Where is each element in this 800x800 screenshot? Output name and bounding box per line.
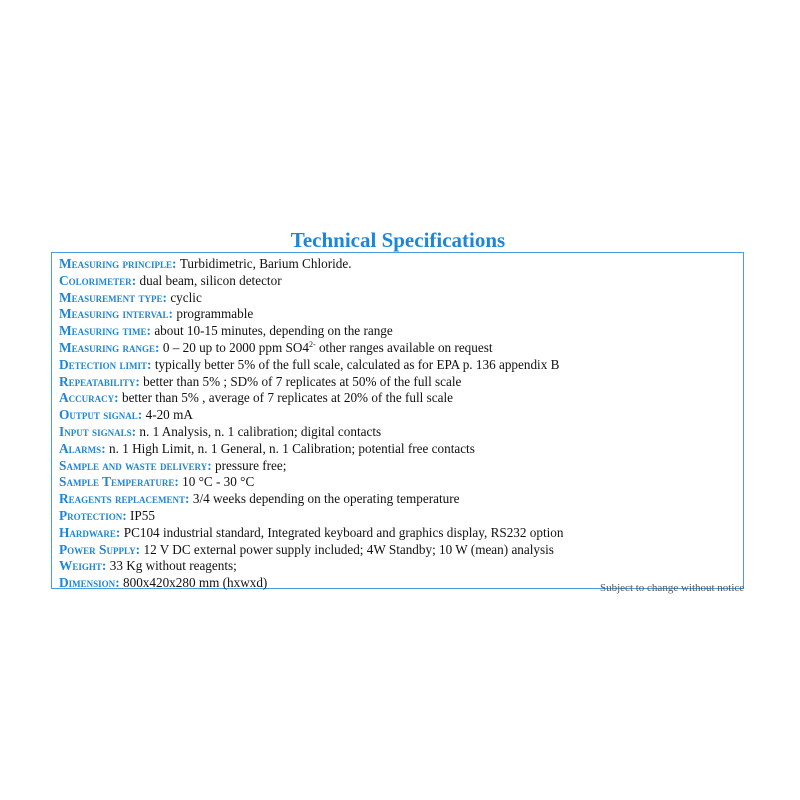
spec-value-tail: other ranges available on request	[315, 339, 493, 355]
spec-separator: :	[146, 323, 155, 339]
spec-value: 10 °C - 30 °C	[182, 474, 255, 490]
spec-row	[59, 441, 743, 458]
spec-separator: :	[162, 289, 171, 305]
spec-row	[59, 340, 743, 357]
spec-value: programmable	[176, 306, 254, 322]
spec-separator: :	[101, 440, 109, 456]
footnote-text: Subject to change without notice	[600, 582, 745, 594]
spec-value: 4-20 mA	[145, 407, 193, 423]
spec-label: Dimension	[59, 575, 116, 591]
spec-label: Power Supply	[59, 541, 136, 557]
spec-separator: :	[131, 423, 140, 439]
spec-row	[59, 256, 743, 273]
spec-value: better than 5% , average of 7 replicates at 20% of the full scale	[121, 390, 453, 406]
spec-label: Accuracy	[59, 390, 115, 406]
spec-row	[59, 390, 743, 407]
superscript: 2-	[308, 339, 316, 349]
spec-label: Input signals	[59, 423, 132, 439]
spec-value: IP55	[130, 507, 155, 523]
spec-separator: :	[137, 407, 146, 423]
spec-row	[59, 508, 743, 525]
spec-label: Hardware	[59, 524, 116, 540]
spec-value: n. 1 Analysis, n. 1 calibration; digital contacts	[139, 423, 382, 439]
spec-value: typically better 5% of the full scale, calculated as for EPA p. 136 appendix B	[154, 356, 560, 372]
spec-separator: :	[155, 339, 163, 355]
spec-label: Sample Temperature	[59, 474, 175, 490]
spec-separator: :	[114, 390, 122, 406]
spec-separator: :	[122, 507, 131, 523]
spec-separator: :	[101, 558, 110, 574]
spec-separator: :	[207, 457, 216, 473]
spec-label: Alarms	[59, 440, 102, 456]
spec-value-main: 0 – 20 up to 2000 ppm SO4	[162, 339, 309, 355]
spec-label: Measuring principle	[59, 256, 173, 271]
spec-separator: :	[174, 474, 183, 490]
spec-label: Detection limit	[59, 356, 148, 372]
spec-table	[51, 252, 744, 589]
spec-row	[59, 424, 743, 441]
spec-label: Sample and waste delivery	[59, 457, 208, 473]
spec-value	[163, 340, 493, 355]
spec-value: n. 1 High Limit, n. 1 General, n. 1 Calibration; potential free contacts	[109, 440, 475, 456]
spec-label: Colorimeter	[59, 272, 132, 288]
spec-row	[59, 290, 743, 307]
spec-value: Turbidimetric, Barium Chloride.	[179, 256, 352, 271]
spec-separator: :	[135, 373, 144, 389]
spec-separator: :	[147, 356, 155, 372]
spec-separator: :	[115, 524, 124, 540]
spec-value: PC104 industrial standard, Integrated keyboard and graphics display, RS232 option	[123, 524, 564, 540]
spec-label: Output signal	[59, 407, 138, 423]
spec-label: Repeatability	[59, 373, 136, 389]
spec-value: dual beam, silicon detector	[139, 272, 282, 288]
spec-label: Measuring range	[59, 339, 155, 355]
spec-separator: :	[135, 541, 144, 557]
spec-separator: :	[172, 256, 180, 271]
spec-row	[59, 491, 743, 508]
spec-value: about 10-15 minutes, depending on the range	[154, 323, 393, 339]
spec-row	[59, 273, 743, 290]
spec-value: cyclic	[170, 289, 202, 305]
spec-label: Measuring time	[59, 323, 147, 339]
spec-separator: :	[168, 306, 177, 322]
spec-row	[59, 525, 743, 542]
spec-label: Reagents replacement	[59, 491, 186, 507]
page-title: Technical Specifications	[290, 228, 506, 252]
spec-row	[59, 458, 743, 475]
spec-value: pressure free;	[215, 457, 287, 473]
spec-separator: :	[131, 272, 140, 288]
spec-separator: :	[185, 491, 193, 507]
spec-value: 33 Kg without reagents;	[109, 558, 237, 574]
spec-value: 800x420x280 mm (hxwxd)	[123, 575, 268, 591]
spec-label: Weight	[59, 558, 102, 574]
spec-row	[59, 374, 743, 391]
spec-row	[59, 306, 743, 323]
spec-row	[59, 474, 743, 491]
spec-value: 3/4 weeks depending on the operating temperature	[192, 491, 460, 507]
spec-row	[59, 558, 743, 575]
spec-row	[59, 542, 743, 559]
footnote	[600, 582, 750, 595]
spec-label: Protection	[59, 507, 123, 523]
spec-row	[59, 357, 743, 374]
spec-label: Measurement type	[59, 289, 163, 305]
spec-row	[59, 407, 743, 424]
spec-row	[59, 323, 743, 340]
spec-label: Measuring interval	[59, 306, 169, 322]
spec-value: 12 V DC external power supply included; 4W Standby; 10 W (mean) analysis	[143, 541, 554, 557]
spec-value: better than 5% ; SD% of 7 replicates at 50% of the full scale	[143, 373, 462, 389]
spec-separator: :	[115, 575, 123, 591]
